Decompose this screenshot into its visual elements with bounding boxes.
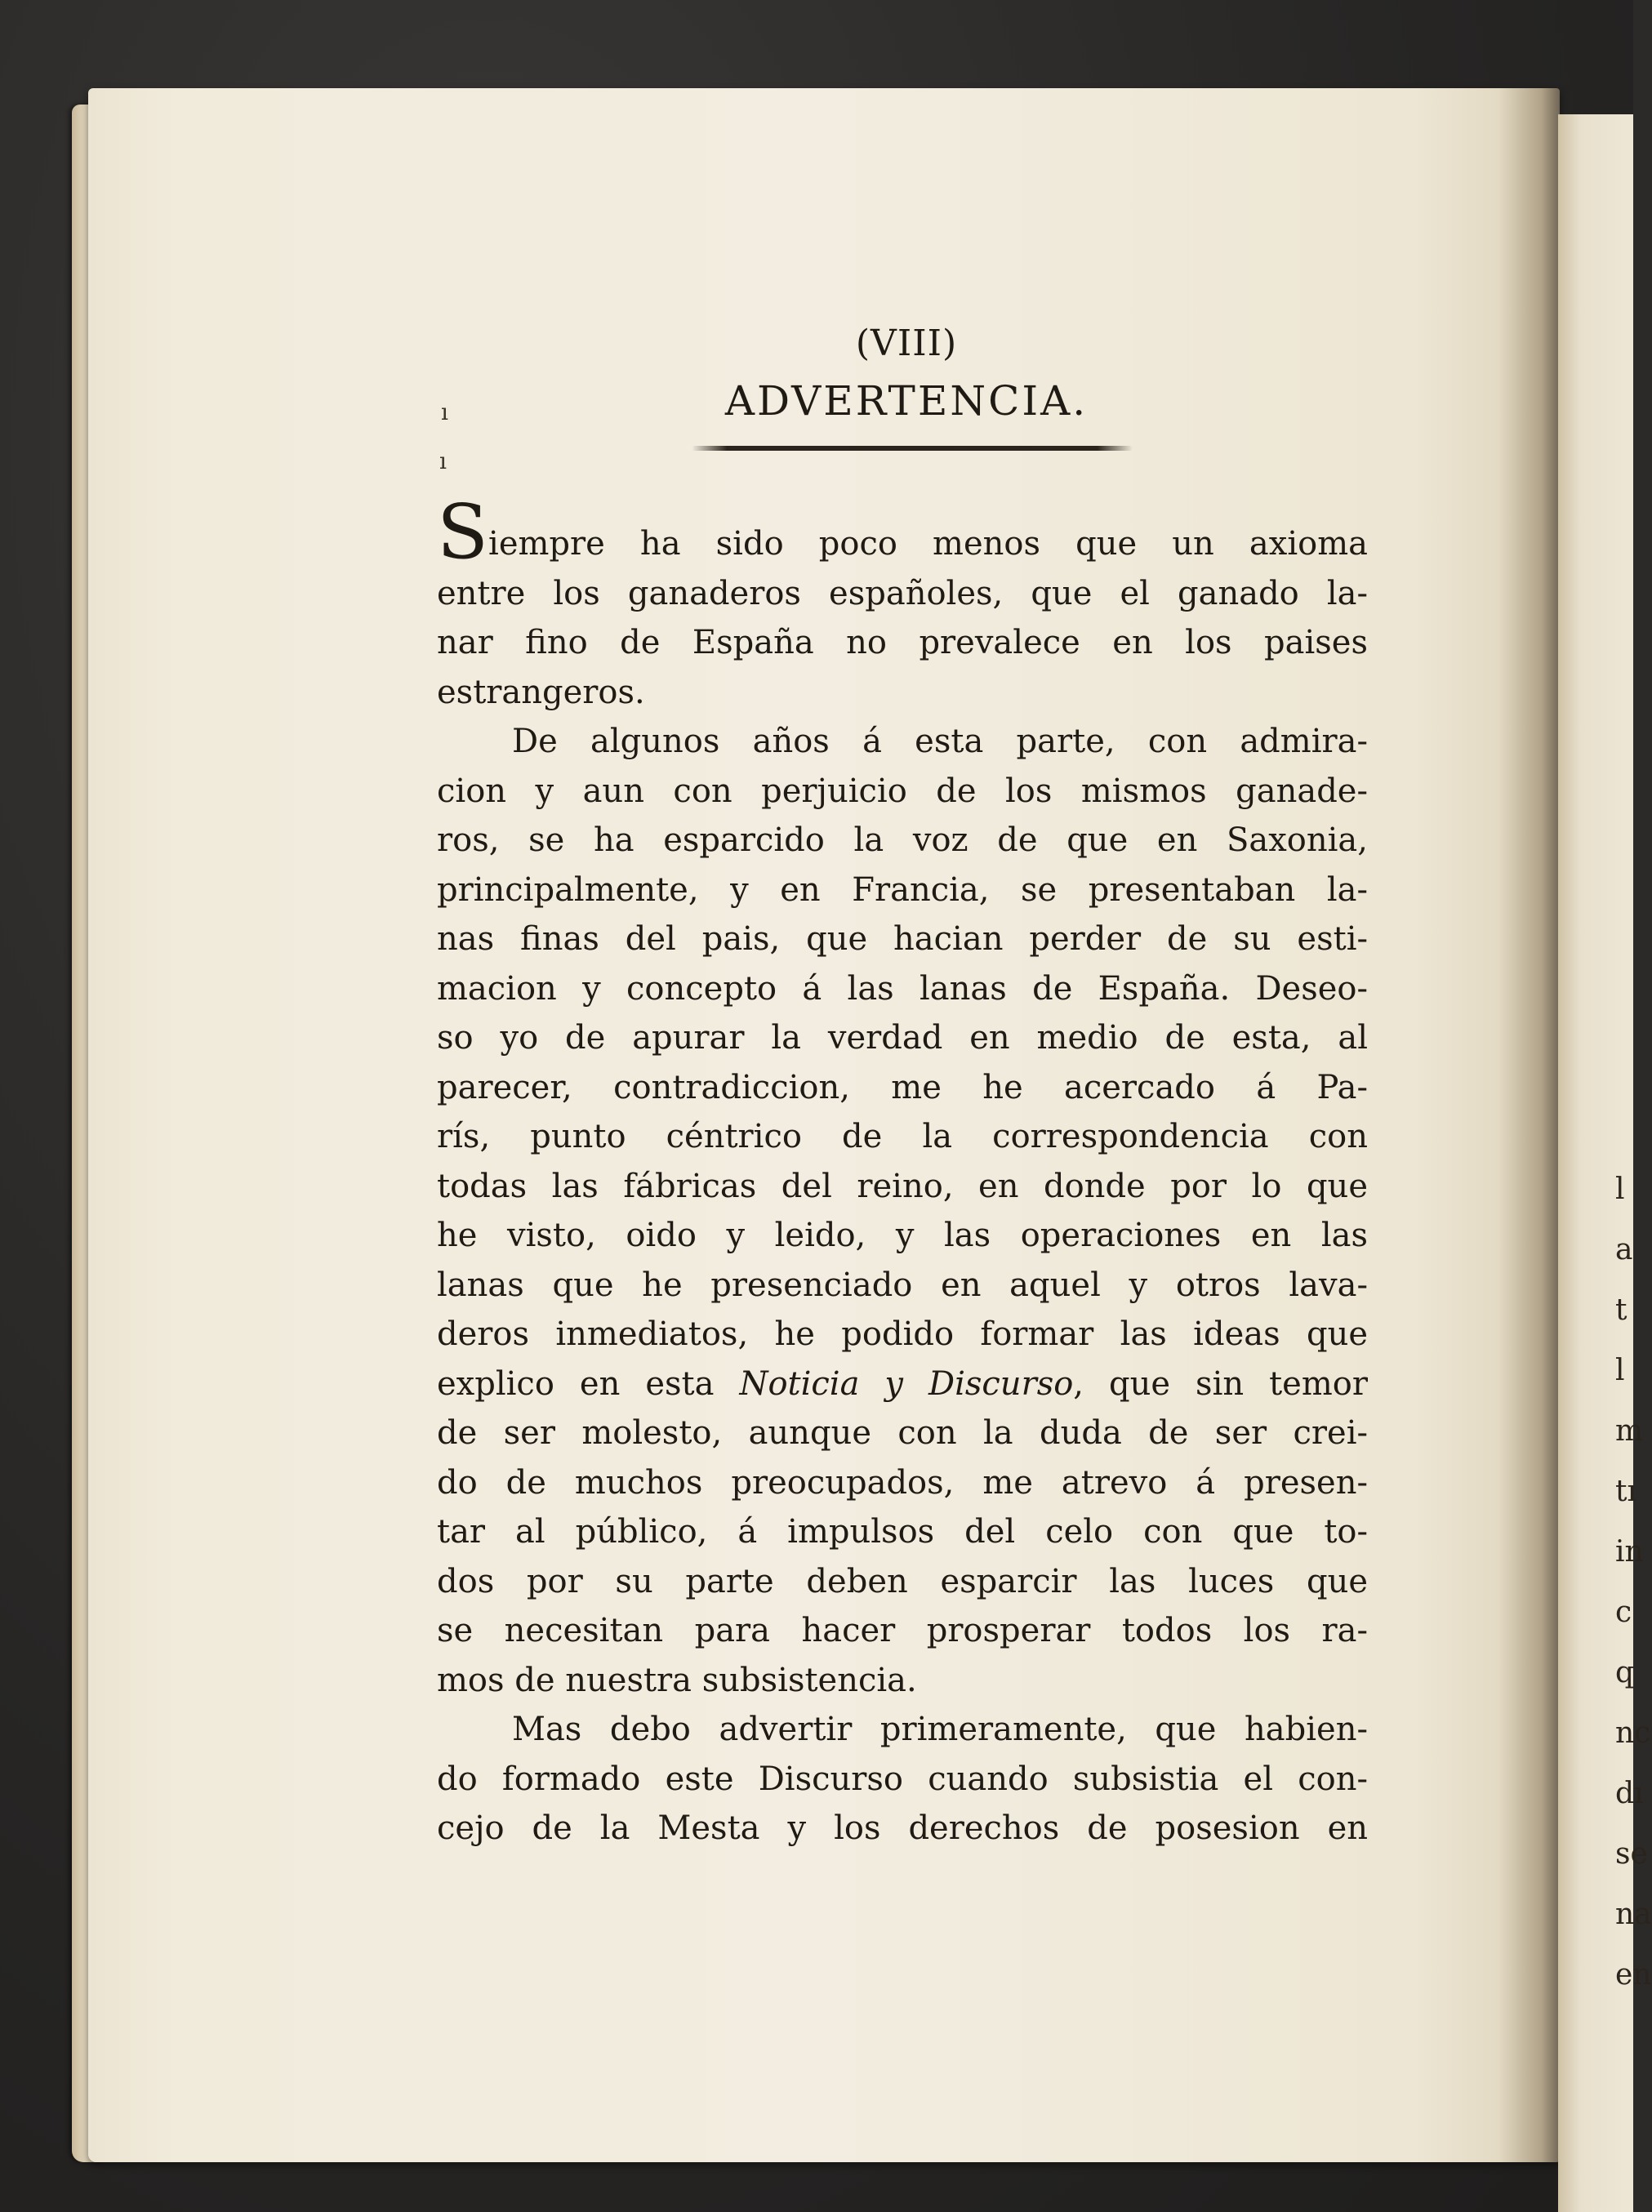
page-gutter-shadow (1498, 88, 1560, 2162)
text-line: tar al público, á impulsos del celo con que to- (437, 1513, 1368, 1551)
text-line: todas las fábricas del reino, en donde por lo que (437, 1167, 1368, 1205)
text-line: deros inmediatos, he podido formar las ideas que (437, 1315, 1368, 1353)
margin-mark: ı (441, 398, 448, 425)
text-line: mos de nuestra subsistencia. (437, 1661, 917, 1699)
text-line: Mas debo advertir primeramente, que habien- (512, 1711, 1368, 1748)
facing-page-text: l a t l m tı in c q nc dı se na en (1615, 1173, 1652, 1992)
text-line: so yo de apurar la verdad en medio de esta, al (437, 1019, 1368, 1057)
text-line: Siempre ha sido poco menos que un axioma (437, 488, 1368, 576)
text-line: estrangeros. (437, 673, 645, 711)
text-line: de ser molesto, aunque con la duda de ser crei- (437, 1414, 1368, 1452)
text-line: parecer, contradiccion, me he acercado á Pa- (437, 1068, 1368, 1106)
text-line: cion y aun con perjuicio de los mismos ganade- (437, 772, 1368, 810)
drop-cap: S (437, 488, 489, 576)
text-line: macion y concepto á las lanas de España. Deseo- (437, 969, 1368, 1008)
text-line: se necesitan para hacer prosperar todos los ra- (437, 1612, 1368, 1649)
text-line: lanas que he presenciado en aquel y otros lava- (437, 1266, 1368, 1304)
text-line: do formado este Discurso cuando subsistia el con- (437, 1760, 1368, 1798)
text-line-italic: explico en esta Noticia y Discurso, que sin temor (437, 1364, 1368, 1403)
margin-mark: ı (439, 447, 447, 474)
text-line: nas finas del pais, que hacian perder de su esti- (437, 920, 1368, 958)
text-block (437, 323, 1368, 1854)
page-number: (VIII) (855, 323, 958, 364)
heading-rule (692, 446, 1133, 451)
text-line: do de muchos preocupados, me atrevo á presen- (437, 1463, 1368, 1502)
italic-title: Noticia y Discurso (739, 1364, 1074, 1403)
text-line: entre los ganaderos españoles, que el ganado la- (437, 574, 1368, 612)
text-line: principalmente, y en Francia, se presentaban la- (437, 870, 1368, 909)
text-line: dos por su parte deben esparcir las luces que (437, 1562, 1368, 1600)
body-text (437, 488, 1368, 1854)
text-line: cejo de la Mesta y los derechos de posesion en (437, 1809, 1368, 1847)
text-line: he visto, oido y leido, y las operaciones en las (437, 1217, 1368, 1254)
text-line: nar fino de España no prevalece en los paises (437, 624, 1368, 661)
page-heading: ADVERTENCIA. (724, 377, 1089, 425)
text-line: rís, punto céntrico de la correspondencia con (437, 1118, 1368, 1155)
text-line: ros, se ha esparcido la voz de que en Saxonia, (437, 821, 1368, 859)
text-line: De algunos años á esta parte, con admira- (512, 723, 1368, 760)
